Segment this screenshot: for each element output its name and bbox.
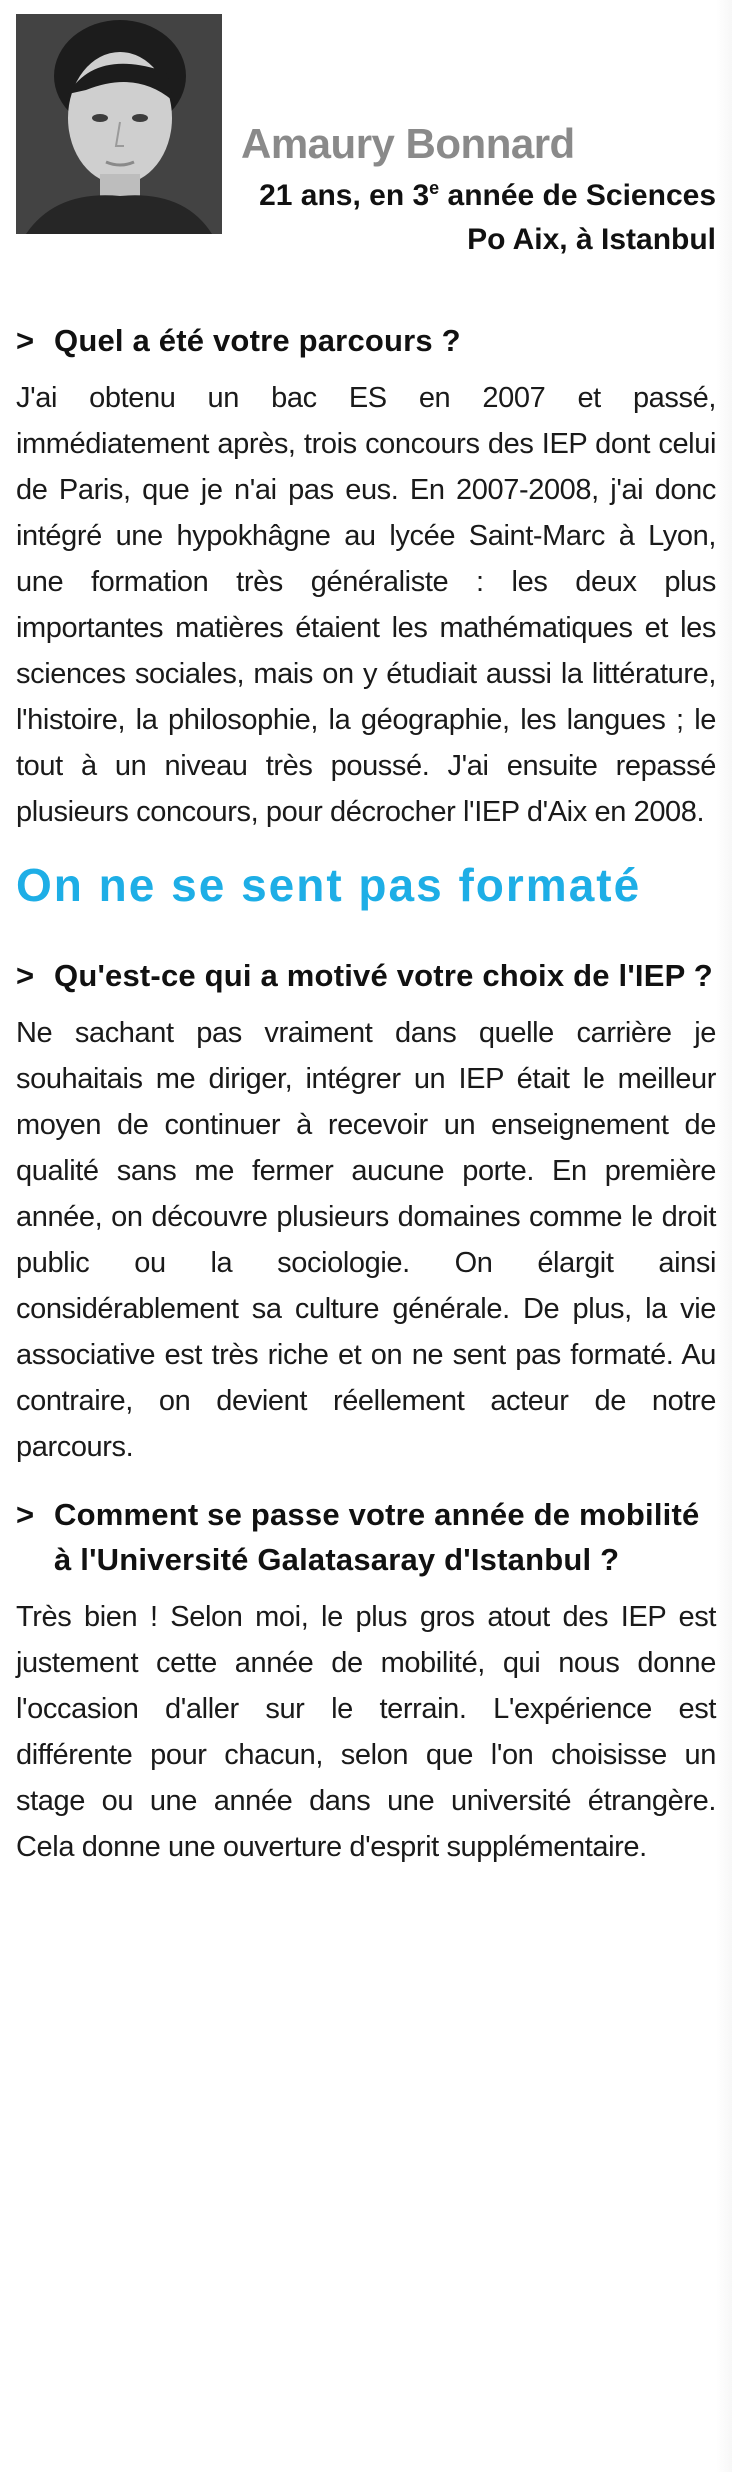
question-text: Comment se passe votre année de mobilité à l'Université Galatasaray d'Istanbul ? xyxy=(54,1497,700,1577)
interview-body xyxy=(16,318,716,1892)
pull-quote-headline: On ne se sent pas formaté xyxy=(16,859,642,911)
question-marker: > xyxy=(16,323,35,358)
answer-paragraph: Très bien ! Selon moi, le plus gros atout des IEP est justement cette année de mobilité, qui nous donne l'occasion d'aller sur le terrain. L'expérience est différente pour chacun, selon que l'on choisisse un stage ou une année dans une université étrangère. Cela donne une ouverture d'esprit supplémentaire. xyxy=(16,1601,716,1863)
answer-paragraph: Ne sachant pas vraiment dans quelle carrière je souhaitais me diriger, intégrer un IEP était le meilleur moyen de continuer à recevoir un enseignement de qualité sans me fermer aucune porte. En première année, on découvre plusieurs domaines comme le droit public ou la sociologie. On élargit ainsi considérablement sa culture générale. De plus, la vie associative est très riche et on ne sent pas formaté. Au contraire, on devient réellement acteur de notre parcours. xyxy=(16,1017,716,1463)
subtitle-text-start: 21 ans, en 3 xyxy=(259,179,430,212)
person-subtitle xyxy=(236,174,716,262)
question-heading xyxy=(16,953,716,998)
person-name: Amaury Bonnard xyxy=(241,120,575,167)
question-text: Quel a été votre parcours ? xyxy=(54,323,461,358)
subtitle-superscript: e xyxy=(429,178,440,198)
question-marker: > xyxy=(16,958,35,993)
profile-header xyxy=(16,14,716,256)
question-marker: > xyxy=(16,1497,35,1532)
subtitle-text-end: année de Sciences Po Aix, à Istanbul xyxy=(439,179,716,256)
answer-paragraph: J'ai obtenu un bac ES en 2007 et passé, immédiatement après, trois concours des IEP dont celui de Paris, que je n'ai pas eus. En 2007-2008, j'ai donc intégré une hypokhâgne au lycée Saint-Marc à Lyon, une formation très généraliste : les deux plus importantes matières étaient les mathématiques et les sciences sociales, mais on y étudiait aussi la littérature, l'histoire, la philosophie, la géographie, les langues ; le tout à un niveau très poussé. J'ai ensuite repassé plusieurs concours, pour décrocher l'IEP d'Aix en 2008. xyxy=(16,382,716,828)
question-text: Qu'est-ce qui a motivé votre choix de l'IEP ? xyxy=(54,958,713,993)
page-edge-shadow xyxy=(716,0,732,2472)
portrait-photo xyxy=(16,14,222,234)
question-heading xyxy=(16,318,716,363)
question-heading xyxy=(16,1492,716,1582)
